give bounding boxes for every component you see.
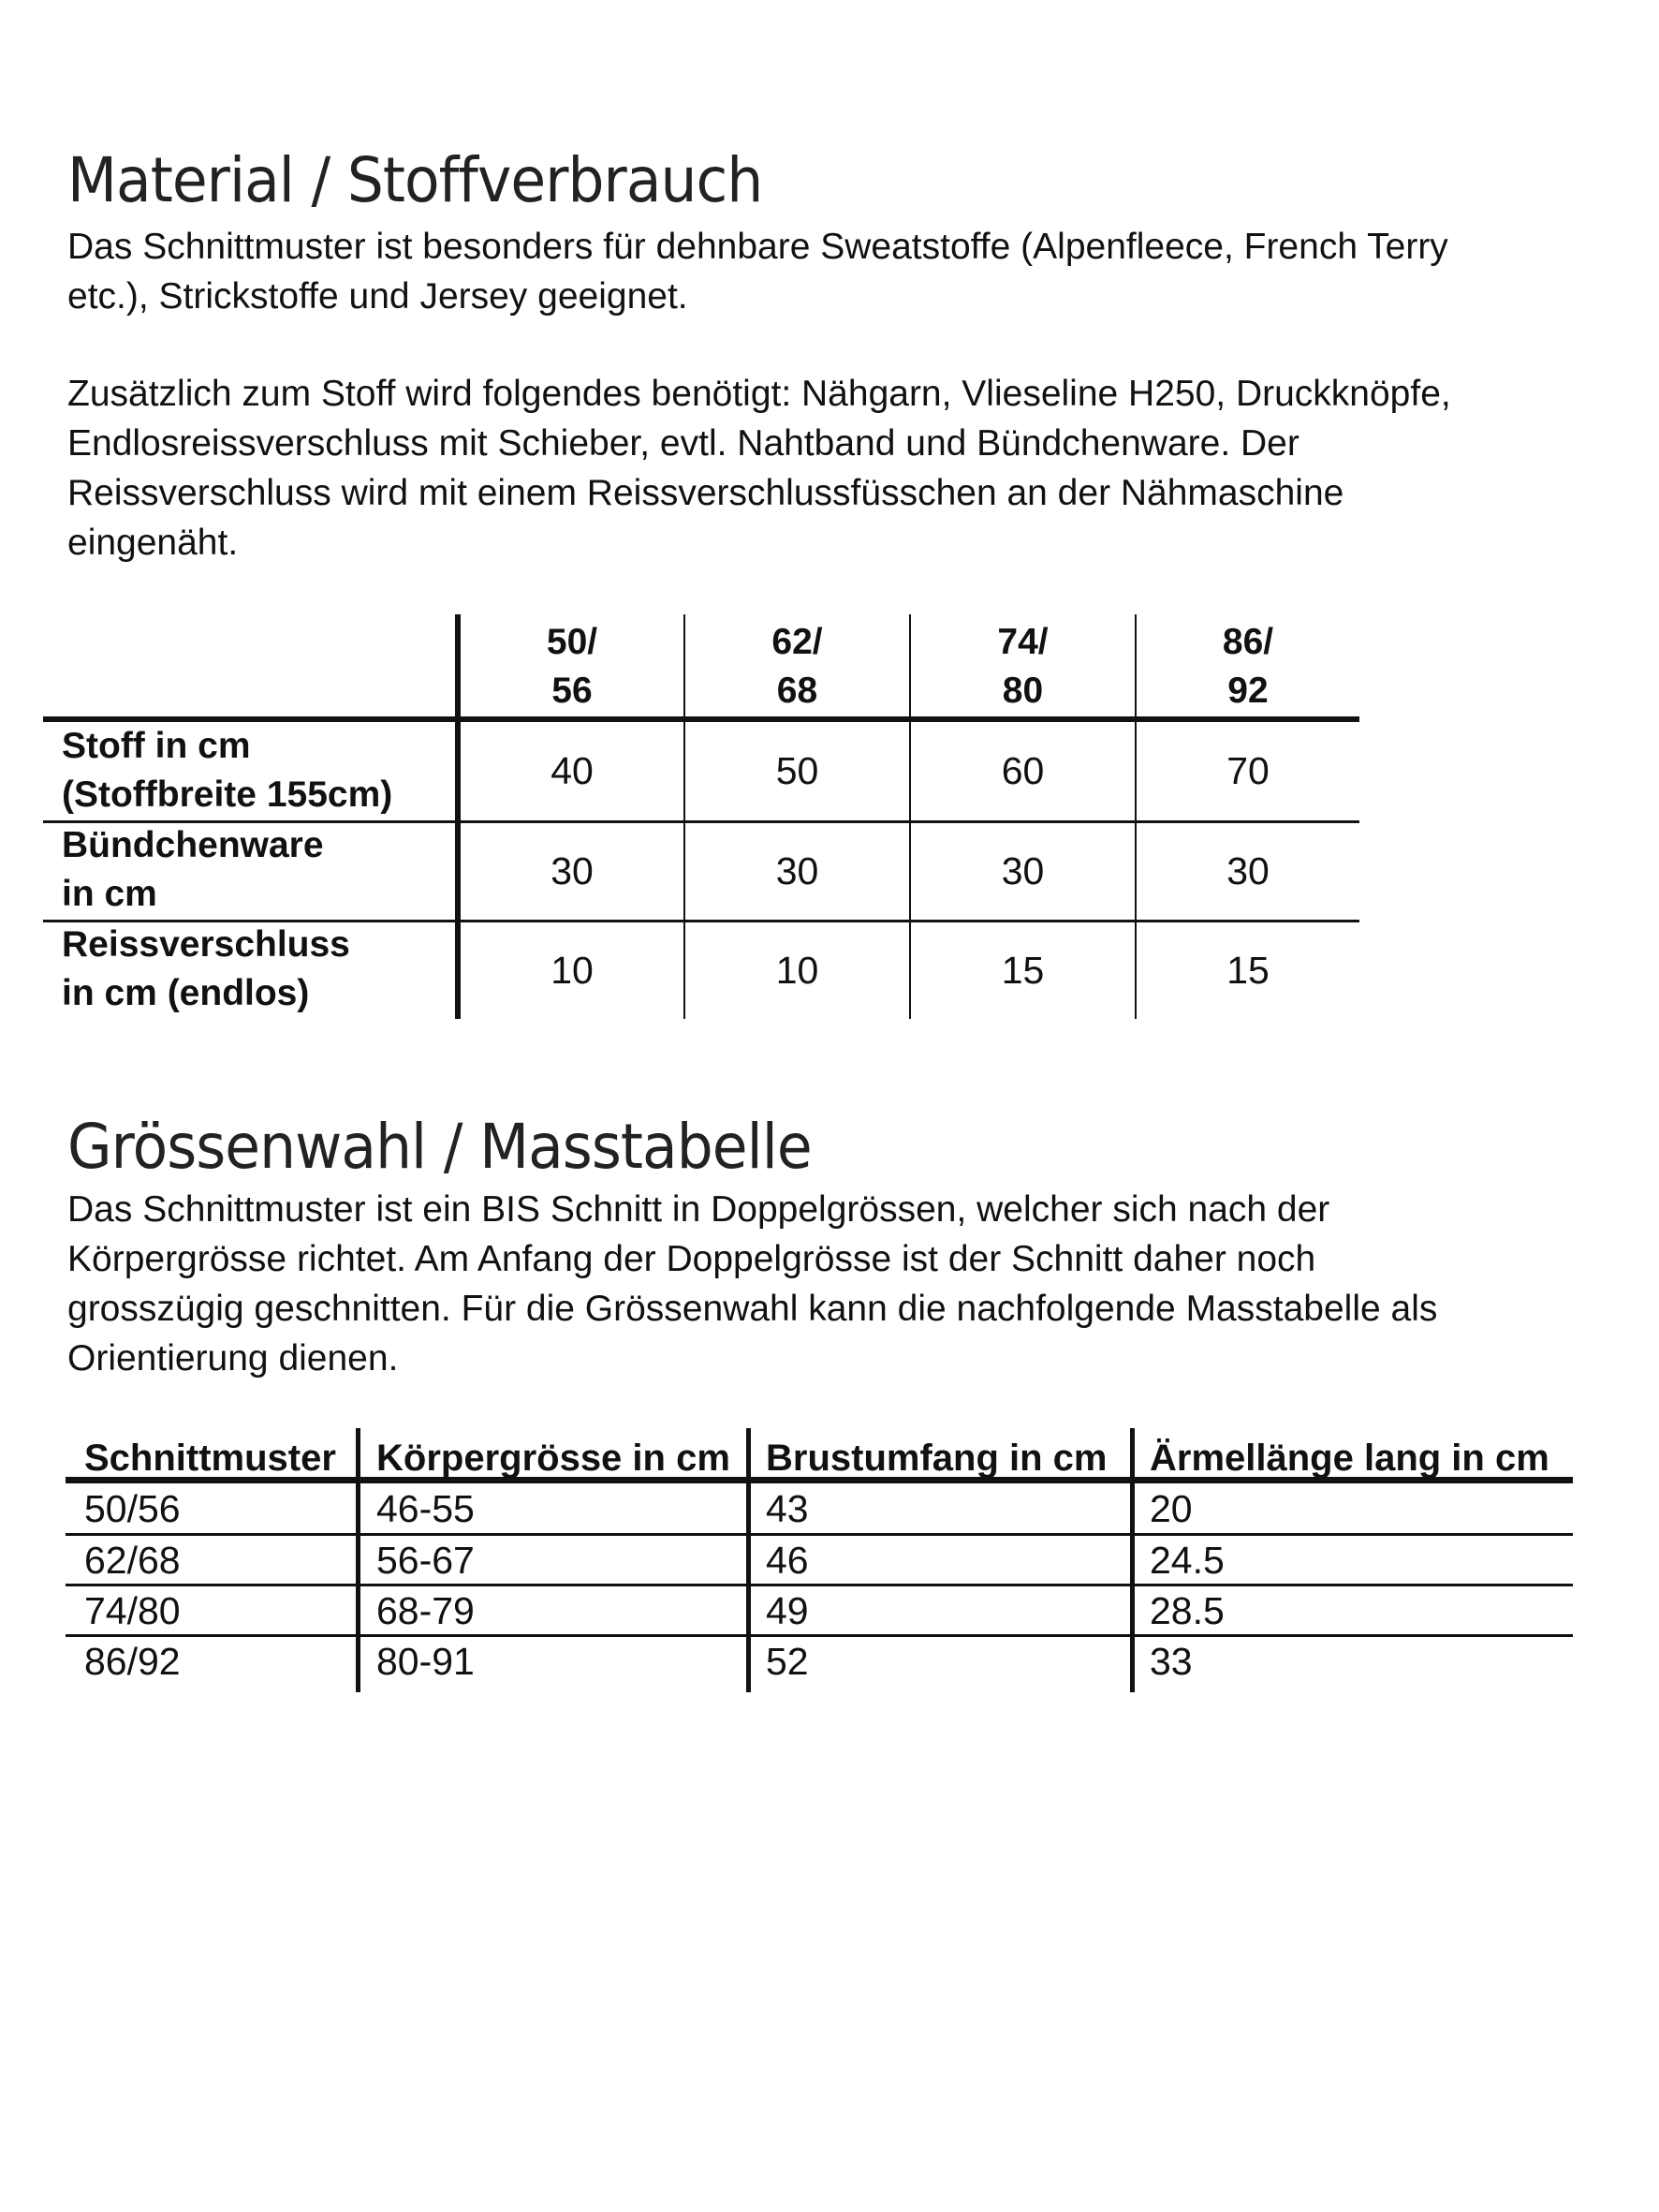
row-label <box>62 921 350 1018</box>
table-row-rule <box>66 1584 1573 1586</box>
table-row-rule <box>66 1533 1573 1536</box>
table-cell: 46-55 <box>376 1487 475 1530</box>
paragraph-line: eingenäht. <box>67 523 239 563</box>
paragraph-line: Das Schnittmuster ist ein BIS Schnitt in Doppelgrössen, welcher sich nach der <box>67 1189 1330 1230</box>
row-label-line: Bündchenware <box>62 825 324 865</box>
column-header-line: 74/ <box>997 622 1049 662</box>
table-cell: 80-91 <box>376 1640 475 1683</box>
table-cell: 30 <box>1001 849 1045 892</box>
table-cell: 28.5 <box>1150 1589 1225 1632</box>
row-label-line: in cm <box>62 874 157 914</box>
table-cell: 74/80 <box>84 1589 181 1632</box>
column-header <box>685 614 909 715</box>
column-header-line: 68 <box>776 671 818 711</box>
table-row-rule <box>66 1634 1573 1637</box>
column-header <box>1137 614 1359 715</box>
table-cell: 15 <box>1001 949 1045 992</box>
paragraph-line: Das Schnittmuster ist besonders für dehnbare Sweatstoffe (Alpenfleece, French Terry <box>67 227 1448 267</box>
row-label <box>62 821 324 919</box>
column-header-line: 80 <box>1002 671 1044 711</box>
table-cell: 56-67 <box>376 1539 475 1582</box>
column-header-line: 50/ <box>546 622 598 662</box>
paragraph-line: Reissverschluss wird mit einem Reissverschlussfüsschen an der Nähmaschine <box>67 473 1344 513</box>
table-cell: 49 <box>766 1589 809 1632</box>
column-header <box>461 614 683 715</box>
paragraph-line: Zusätzlich zum Stoff wird folgendes benötigt: Nähgarn, Vlieseline H250, Druckknöpfe, <box>67 374 1451 414</box>
column-header: Schnittmuster <box>84 1438 336 1479</box>
table-cell: 52 <box>766 1640 809 1683</box>
row-label-line: Reissverschluss <box>62 924 350 965</box>
section-title-size-chart: Grössenwahl / Masstabelle <box>67 1111 812 1183</box>
size-selection-paragraph <box>67 1185 1640 1383</box>
column-header-line: 56 <box>551 671 593 711</box>
material-requirements-paragraph <box>67 369 1640 568</box>
paragraph-line: Endlosreissverschluss mit Schieber, evtl. Nahtband und Bündchenware. Der <box>67 423 1299 464</box>
table-cell: 46 <box>766 1539 809 1582</box>
table-cell: 62/68 <box>84 1539 181 1582</box>
material-intro-paragraph <box>67 222 1640 321</box>
row-label-line: (Stoffbreite 155cm) <box>62 774 393 815</box>
table-divider <box>356 1428 360 1692</box>
table-cell: 30 <box>775 849 819 892</box>
table-divider <box>746 1428 751 1692</box>
column-header <box>911 614 1135 715</box>
column-header-line: 86/ <box>1222 622 1274 662</box>
row-label <box>62 722 392 819</box>
paragraph-line: Orientierung dienen. <box>67 1338 399 1379</box>
column-header: Ärmellänge lang in cm <box>1150 1438 1549 1479</box>
table-cell: 50 <box>775 749 819 792</box>
column-header: Brustumfang in cm <box>766 1438 1108 1479</box>
table-cell: 24.5 <box>1150 1539 1225 1582</box>
table-cell: 70 <box>1226 749 1270 792</box>
table-cell: 10 <box>775 949 819 992</box>
table-cell: 30 <box>1226 849 1270 892</box>
table-cell: 20 <box>1150 1487 1193 1530</box>
table-cell: 50/56 <box>84 1487 181 1530</box>
row-label-line: Stoff in cm <box>62 726 251 766</box>
paragraph-line: Körpergrösse richtet. Am Anfang der Doppelgrösse ist der Schnitt daher noch <box>67 1239 1316 1279</box>
paragraph-line: etc.), Strickstoffe und Jersey geeignet. <box>67 276 688 317</box>
table-cell: 68-79 <box>376 1589 475 1632</box>
table-cell: 43 <box>766 1487 809 1530</box>
table-cell: 86/92 <box>84 1640 181 1683</box>
table-cell: 40 <box>551 749 594 792</box>
table-divider <box>1130 1428 1135 1692</box>
column-header-line: 92 <box>1227 671 1269 711</box>
fabric-consumption-table <box>43 614 1359 1019</box>
table-cell: 60 <box>1001 749 1045 792</box>
row-label-line: in cm (endlos) <box>62 973 310 1013</box>
paragraph-line: grosszügig geschnitten. Für die Grössenwahl kann die nachfolgende Masstabelle als <box>67 1289 1438 1329</box>
size-chart-table <box>66 1428 1573 1692</box>
column-header-line: 62/ <box>771 622 823 662</box>
section-title-material: Material / Stoffverbrauch <box>67 144 763 216</box>
table-cell: 30 <box>551 849 594 892</box>
table-cell: 10 <box>551 949 594 992</box>
table-cell: 15 <box>1226 949 1270 992</box>
table-cell: 33 <box>1150 1640 1193 1683</box>
column-header: Körpergrösse in cm <box>376 1438 730 1479</box>
